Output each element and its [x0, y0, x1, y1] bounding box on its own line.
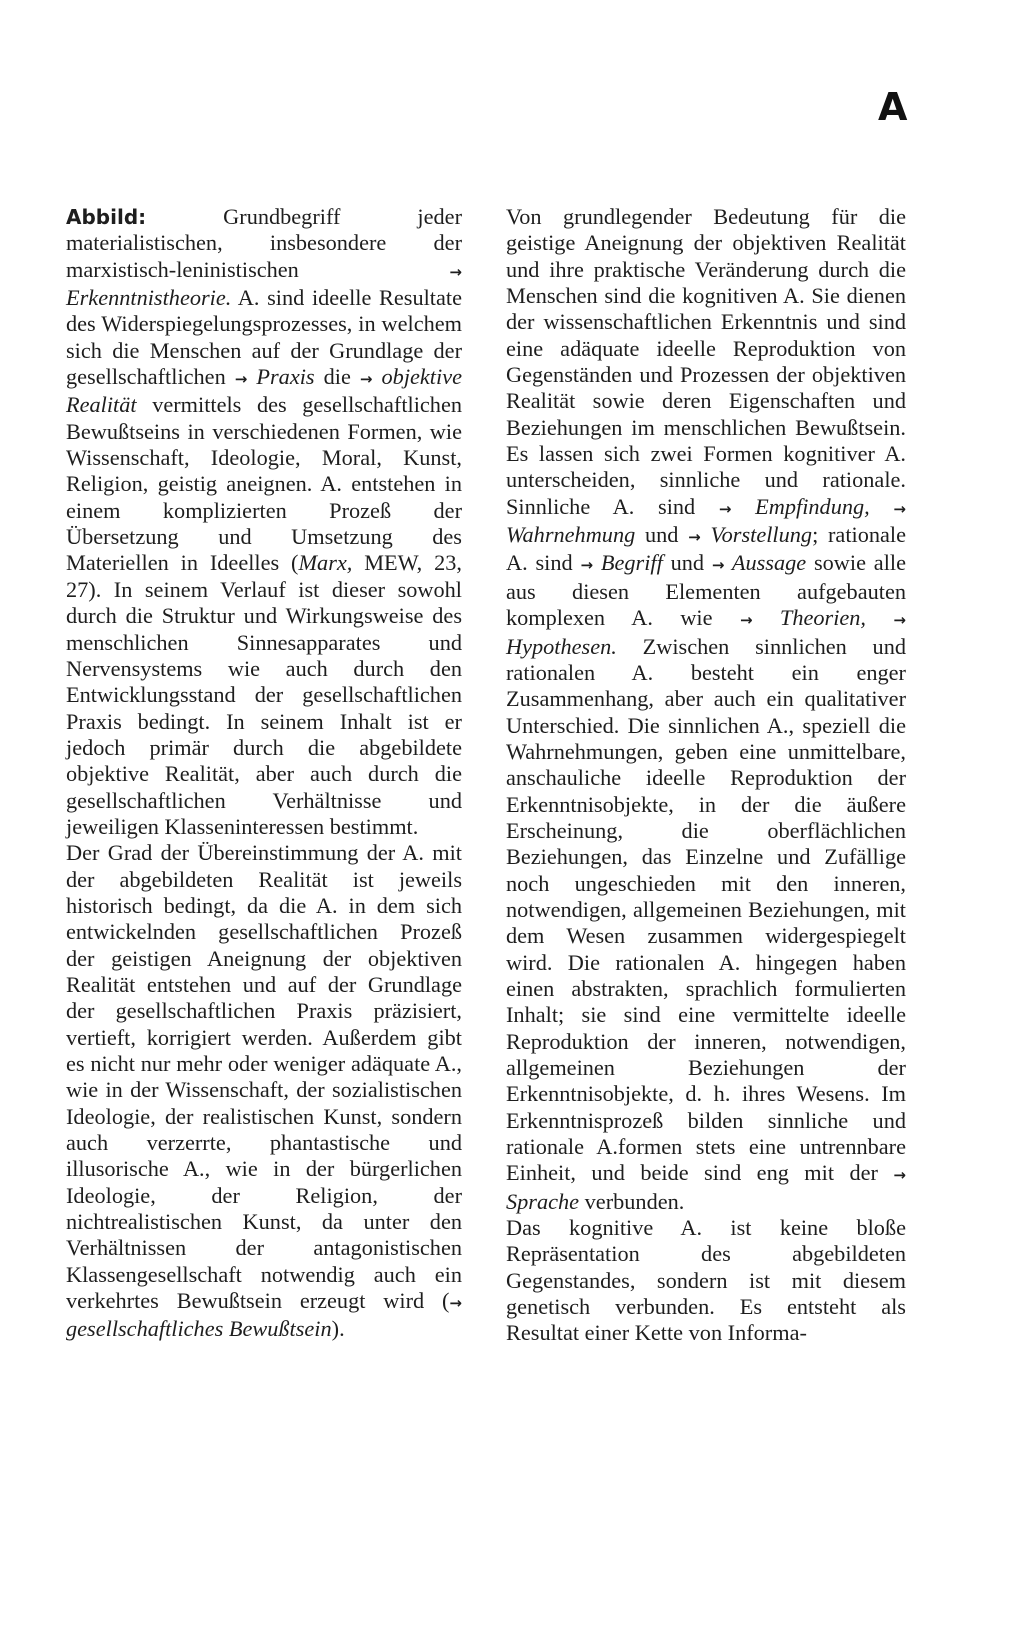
cross-reference-arrow-icon: → [449, 262, 462, 281]
text-run: Grundbegriff jeder materialistischen, insbesondere der marxistisch-leninistischen [66, 204, 462, 282]
cross-reference-link[interactable]: Theorien, [752, 605, 867, 631]
text-run: die [314, 364, 360, 390]
text-run: verbunden. [579, 1188, 685, 1214]
text-run: vermittels des gesellschaftlichen Bewußtseins in verschiedenen Formen, wie Wissenschaft, Ideologie, Moral, Kunst, Religion, geistig aneignen. A. entstehen in einem komplizierten Prozeß der Übersetzung und Umsetzung des Materiellen in Ideelles ( [66, 392, 462, 576]
entry-paragraph-1 [66, 204, 462, 840]
cross-reference-arrow-icon: → [893, 499, 906, 518]
cross-reference-link[interactable]: Sprache [506, 1188, 580, 1214]
text-run: MEW, 23, 27). In seinem Verlauf ist dieser sowohl durch die Struktur und Wirkungsweise des menschlichen Sinnesapparates und Nervensystems wie auch durch den Entwicklungsstand der gesellschaftlichen Praxis bedingt. In seinem Inhalt ist er jedoch primär durch die abgebildete objektive Realität, aber auch durch die gesellschaftlichen Verhältnisse und jeweiligen Klasseninteressen bestimmt. [66, 550, 462, 839]
cross-reference-arrow-icon: → [234, 370, 248, 389]
entry-paragraph-3 [506, 204, 906, 1215]
cross-reference-link[interactable]: gesellschaftliches Bewußtsein [66, 1316, 332, 1342]
text-run: sowie alle aus diesen Elementen aufgebauten komplexen A. wie [506, 550, 906, 631]
cross-reference-link[interactable]: Aussage [724, 550, 807, 576]
entry-headword: Abbild: [66, 205, 147, 229]
text-run [870, 494, 894, 519]
cross-reference-arrow-icon: → [688, 528, 701, 547]
cross-reference-arrow-icon: → [893, 1166, 906, 1185]
cross-reference-arrow-icon: → [718, 499, 732, 518]
text-run: und [662, 550, 712, 576]
text-run: und [635, 522, 689, 548]
cross-reference-arrow-icon: → [711, 556, 725, 575]
cross-reference-link[interactable]: Empfindung, [731, 493, 870, 519]
cross-reference-link[interactable]: Vorstellung [700, 522, 813, 548]
text-run: Von grundlegender Bedeutung für die geistige Aneignung der objektiven Realität und ihre praktische Veränderung durch die Menschen sind die kognitiven A. Sie dienen der wissenschaftlichen Erkenntnis und sind eine adäquate ideelle Reproduktion von Gegenständen und Prozessen der objektiven Realität sowie deren Eigenschaften und Beziehungen im menschlichen Bewußtsein. Es lassen sich zwei Formen kognitiver A. unterscheiden, sinnliche und rationale. Sinnliche A. sind [506, 204, 906, 519]
section-letter: A [878, 85, 908, 129]
cross-reference-link[interactable]: Hypothesen. [506, 633, 617, 659]
cross-reference-arrow-icon: → [359, 370, 373, 389]
cross-reference-arrow-icon: → [739, 611, 753, 630]
cross-reference-link[interactable]: Praxis [247, 364, 315, 390]
entry-paragraph-4: Das kognitive A. ist keine bloße Repräsentation des abgebildeten Gegenstandes, sondern ist mit diesem genetisch verbunden. Es entsteht als Resultat einer Kette von Informa- [506, 1215, 906, 1346]
text-run: Der Grad der Übereinstimmung der A. mit der abgebildeten Realität ist jeweils historisch bedingt, da die A. in dem sich entwickelnden gesellschaftlichen Prozeß der geistigen Aneignung der objektiven Realität entstehen und auf der Grundlage der gesellschaftlichen Praxis präzisiert, vertieft, korrigiert werden. Außerdem gibt es nicht nur mehr oder weniger adäquate A., wie in der Wissenschaft, der sozialistischen Ideologie, der realistischen Kunst, sondern auch verzerrte, phantastische und illusorische A., wie in der bürgerlichen Ideologie, der Religion, der nichtrealistischen Kunst, da unter den Verhältnissen der antagonistischen Klassengesellschaft notwendig auch ein verkehrtes Bewußtsein erzeugt wird ( [66, 840, 462, 1314]
entry-paragraph-2 [66, 840, 462, 1343]
cross-reference-arrow-icon: → [580, 556, 594, 575]
text-run [866, 605, 893, 630]
cross-reference-link[interactable]: objektive Realität [66, 364, 462, 418]
text-run: Zwischen sinnlichen und rationalen A. besteht ein enger Zusammenhang, aber auch ein qualitativer Unterschied. Die sinnlichen A., speziell die Wahrnehmungen, geben eine unmittelbare, anschauliche ideelle Reproduktion der Erkenntnisobjekte, in der die äußere Erscheinung, die oberflächlichen Beziehungen, das Einzelne und Zufällige noch ungeschieden mit den inneren, notwendigen, allgemeinen Beziehungen, mit dem Wesen zusammen widergespiegelt wird. Die rationalen A. hingegen haben einen abstrakten, sprachlich formulierten Inhalt; sie sind eine vermittelte ideelle Reproduktion der inneren, notwendigen, allgemeinen Beziehungen der Erkenntnisobjekte, d. h. ihres Wesens. Im Erkenntnisprozeß bilden sinnliche und rationale A.formen stets eine untrennbare Einheit, und beide sind eng mit der [506, 633, 906, 1186]
left-column [66, 204, 462, 1343]
text-run: ; rationale A. sind [506, 522, 907, 576]
author-citation: Marx, [298, 550, 353, 576]
right-column [506, 204, 906, 1347]
cross-reference-link[interactable]: Wahrnehmung [506, 522, 636, 548]
text-run: ). [331, 1316, 345, 1342]
cross-reference-link[interactable]: Begriff [593, 550, 663, 576]
cross-reference-arrow-icon: → [893, 611, 906, 630]
text-run: A. sind ideelle Resultate des Widerspiegelungsprozesses, in welchem sich die Menschen auf der Grundlage der gesellschaftlichen [66, 285, 462, 390]
cross-reference-link[interactable]: Erkenntnistheorie. [66, 285, 232, 311]
cross-reference-arrow-icon: → [449, 1294, 462, 1313]
